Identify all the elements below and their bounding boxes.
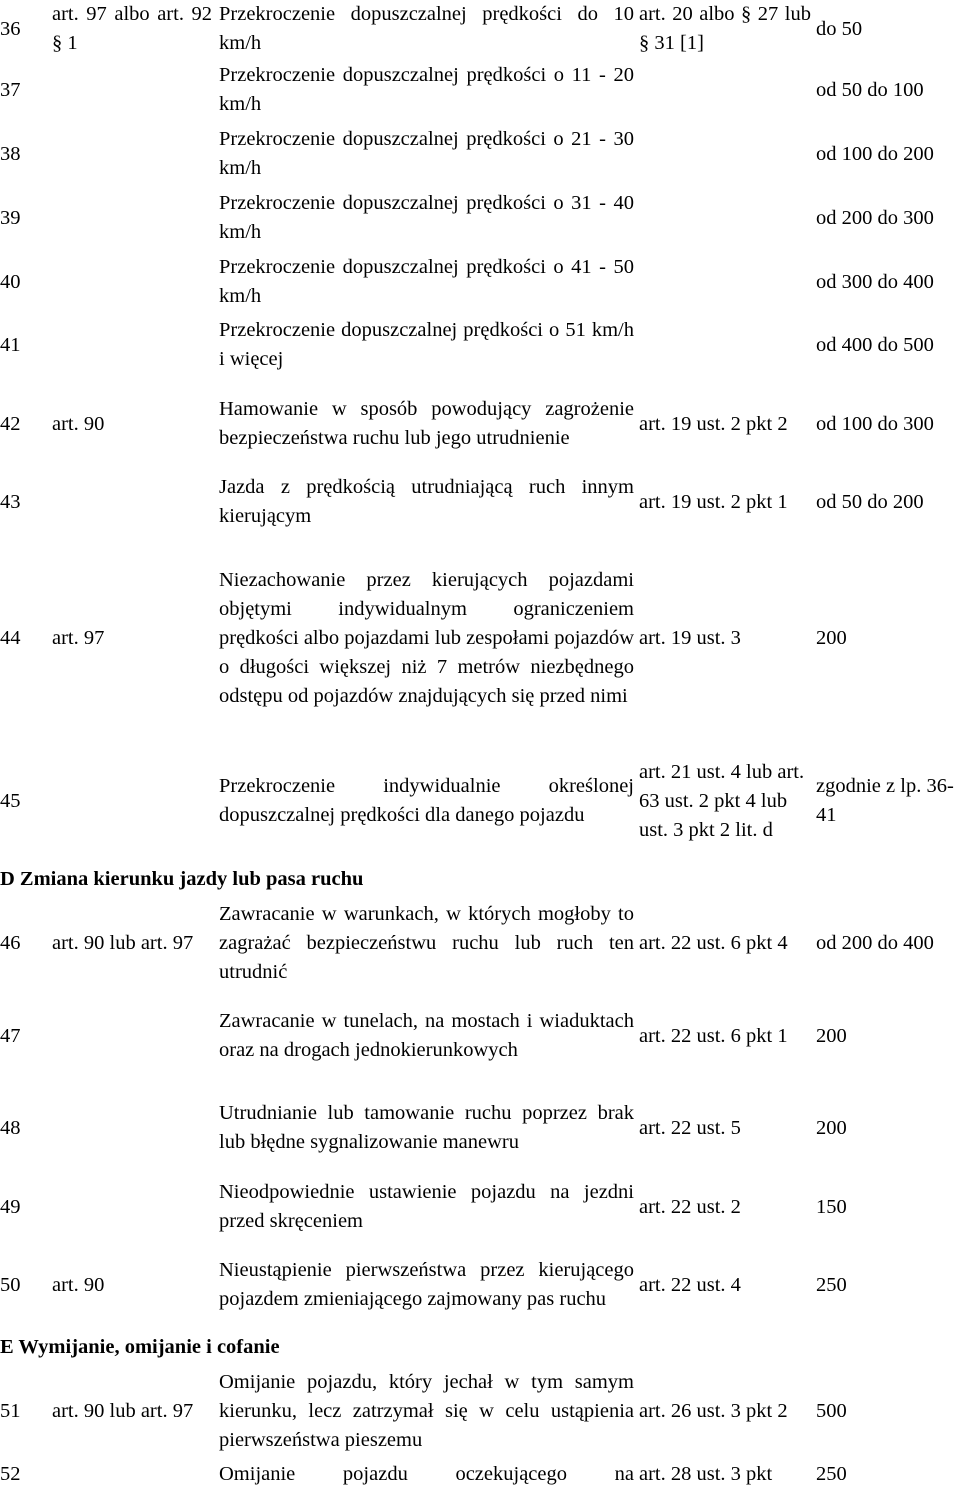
row-number: 41 bbox=[0, 333, 21, 356]
regulation-cell bbox=[639, 124, 811, 184]
article-cell: art. 90 lub art. 97 bbox=[52, 931, 194, 954]
offense-description: Omijanie pojazdu oczekującego na bbox=[219, 1463, 634, 1485]
fine-amount: od 50 do 100 bbox=[816, 78, 924, 101]
offense-description: Niezachowanie przez kierujących pojazdami objętymi indywidualnym ograniczeniem prędkości albo pojazdami lub zespołami pojazdów o długości większej niż 7 metrów niezbędnego odstępu od pojazdów znajdujących się przed nimi bbox=[219, 568, 635, 707]
fine-amount: 500 bbox=[816, 1399, 847, 1422]
table-row bbox=[0, 124, 960, 184]
table-row bbox=[0, 1083, 960, 1173]
offense-description: Przekroczenie dopuszczalnej prędkości o 31 - 40 km/h bbox=[219, 192, 634, 243]
offense-description: Przekroczenie dopuszczalnej prędkości o 21 - 30 km/h bbox=[219, 128, 634, 179]
fine-amount: od 200 do 300 bbox=[816, 206, 934, 229]
regulation-cell: art. 22 ust. 2 bbox=[639, 1195, 741, 1218]
article-cell bbox=[52, 1083, 212, 1173]
regulation-cell bbox=[639, 252, 811, 312]
offense-description: Przekroczenie dopuszczalnej prędkości o 41 - 50 km/h bbox=[219, 256, 634, 307]
article-cell bbox=[52, 991, 212, 1081]
table-row bbox=[0, 1177, 960, 1237]
regulation-cell bbox=[639, 315, 811, 375]
table-row bbox=[0, 1366, 960, 1456]
row-number: 51 bbox=[0, 1399, 21, 1422]
regulation-cell bbox=[639, 60, 811, 120]
offense-description: Zawracanie w tunelach, na mostach i wiaduktach oraz na drogach jednokierunkowych bbox=[219, 1010, 634, 1061]
table-row bbox=[0, 252, 960, 312]
offense-description: Utrudnianie lub tamowanie ruchu poprzez brak lub błędne sygnalizowanie manewru bbox=[219, 1102, 634, 1153]
table-row bbox=[0, 472, 960, 532]
table-row bbox=[0, 188, 960, 248]
fine-amount: od 300 do 400 bbox=[816, 270, 934, 293]
row-number: 46 bbox=[0, 931, 21, 954]
fine-amount: 250 bbox=[816, 1273, 847, 1296]
row-number: 48 bbox=[0, 1116, 21, 1139]
fine-amount: 200 bbox=[816, 626, 847, 649]
article-cell: art. 90 bbox=[52, 1273, 105, 1296]
regulation-cell: art. 22 ust. 5 bbox=[639, 1116, 741, 1139]
row-number: 47 bbox=[0, 1024, 21, 1047]
fine-amount: od 400 do 500 bbox=[816, 333, 934, 356]
offense-description: Zawracanie w warunkach, w których mogłoby to zagrażać bezpieczeństwu ruchu lub ruch ten utrudnić bbox=[219, 902, 634, 983]
row-number: 43 bbox=[0, 490, 21, 513]
offense-description: Przekroczenie indywidualnie określonej dopuszczalnej prędkości dla danego pojazdu bbox=[219, 775, 634, 826]
table-row bbox=[0, 380, 960, 468]
regulation-cell: art. 19 ust. 2 pkt 1 bbox=[639, 490, 788, 513]
offense-description: Hamowanie w sposób powodujący zagrożenie bezpieczeństwa ruchu lub jego utrudnienie bbox=[219, 398, 634, 449]
row-number: 37 bbox=[0, 78, 21, 101]
offense-description: Jazda z prędkością utrudniającą ruch innym kierującym bbox=[219, 476, 634, 527]
row-number: 44 bbox=[0, 626, 21, 649]
fine-amount: 200 bbox=[816, 1024, 847, 1047]
article-cell bbox=[52, 188, 212, 248]
row-number: 39 bbox=[0, 206, 21, 229]
regulation-cell bbox=[639, 188, 811, 248]
row-number: 50 bbox=[0, 1273, 21, 1296]
article-cell bbox=[52, 1460, 212, 1489]
table-row bbox=[0, 991, 960, 1081]
table-row bbox=[0, 898, 960, 988]
row-number: 52 bbox=[0, 1463, 21, 1485]
table-row bbox=[0, 60, 960, 120]
article-cell bbox=[52, 315, 212, 375]
offense-description: Przekroczenie dopuszczalnej prędkości o 11 - 20 km/h bbox=[219, 64, 634, 115]
fine-amount: 150 bbox=[816, 1195, 847, 1218]
regulation-cell: art. 26 ust. 3 pkt 2 bbox=[639, 1399, 788, 1422]
fine-amount: 250 bbox=[816, 1463, 847, 1485]
table-row bbox=[0, 315, 960, 375]
offense-description: Przekroczenie dopuszczalnej prędkości o 51 km/h i więcej bbox=[219, 319, 634, 370]
section-heading-d: D Zmiana kierunku jazdy lub pasa ruchu bbox=[0, 868, 364, 890]
regulation-cell: art. 22 ust. 4 bbox=[639, 1273, 741, 1296]
article-cell bbox=[52, 472, 212, 532]
offense-description: Przekroczenie dopuszczalnej prędkości do 10 km/h bbox=[219, 3, 634, 54]
row-number: 38 bbox=[0, 142, 21, 165]
fine-amount: od 200 do 400 bbox=[816, 931, 934, 954]
article-cell: art. 90 lub art. 97 bbox=[52, 1399, 194, 1422]
offense-description: Nieustąpienie pierwszeństwa przez kierującego pojazdem zmieniającego zajmowany pas ruchu bbox=[219, 1259, 634, 1310]
fine-amount: do 50 bbox=[816, 17, 863, 40]
regulation-cell: art. 19 ust. 3 bbox=[639, 626, 741, 649]
row-number: 49 bbox=[0, 1195, 21, 1218]
table-row bbox=[0, 1240, 960, 1330]
article-cell: art. 97 albo art. 92 § 1 bbox=[52, 3, 212, 54]
table-row bbox=[0, 743, 960, 859]
offense-description: Omijanie pojazdu, który jechał w tym samym kierunku, lecz zatrzymał się w celu ustąpienia pierwszeństwa pieszemu bbox=[219, 1370, 634, 1451]
offense-description: Nieodpowiednie ustawienie pojazdu na jezdni przed skręceniem bbox=[219, 1181, 634, 1232]
fine-amount: 200 bbox=[816, 1116, 847, 1139]
article-cell bbox=[52, 743, 212, 859]
fine-amount: od 100 do 300 bbox=[816, 412, 934, 435]
article-cell bbox=[52, 252, 212, 312]
fine-amount: od 100 do 200 bbox=[816, 142, 934, 165]
regulation-cell: art. 28 ust. 3 pkt bbox=[639, 1463, 773, 1485]
fine-amount: od 50 do 200 bbox=[816, 490, 924, 513]
regulation-cell: art. 22 ust. 6 pkt 1 bbox=[639, 1024, 788, 1047]
row-number: 45 bbox=[0, 789, 21, 812]
article-cell: art. 97 bbox=[52, 626, 105, 649]
regulation-cell: art. 21 ust. 4 lub art. 63 ust. 2 pkt 4 lub ust. 3 pkt 2 lit. d bbox=[639, 760, 805, 841]
article-cell bbox=[52, 124, 212, 184]
table-row bbox=[0, 1460, 960, 1489]
article-cell: art. 90 bbox=[52, 412, 105, 435]
table-row bbox=[0, 536, 960, 740]
row-number: 40 bbox=[0, 270, 21, 293]
article-cell bbox=[52, 1177, 212, 1237]
regulation-cell: art. 20 albo § 27 lub § 31 [1] bbox=[639, 3, 811, 54]
fine-amount: zgodnie z lp. 36-41 bbox=[816, 775, 954, 826]
row-number: 36 bbox=[0, 17, 21, 40]
regulation-cell: art. 19 ust. 2 pkt 2 bbox=[639, 412, 788, 435]
section-heading-e: E Wymijanie, omijanie i cofanie bbox=[0, 1336, 280, 1358]
article-cell bbox=[52, 60, 212, 120]
table-row bbox=[0, 0, 960, 58]
regulation-cell: art. 22 ust. 6 pkt 4 bbox=[639, 931, 788, 954]
row-number: 42 bbox=[0, 412, 21, 435]
